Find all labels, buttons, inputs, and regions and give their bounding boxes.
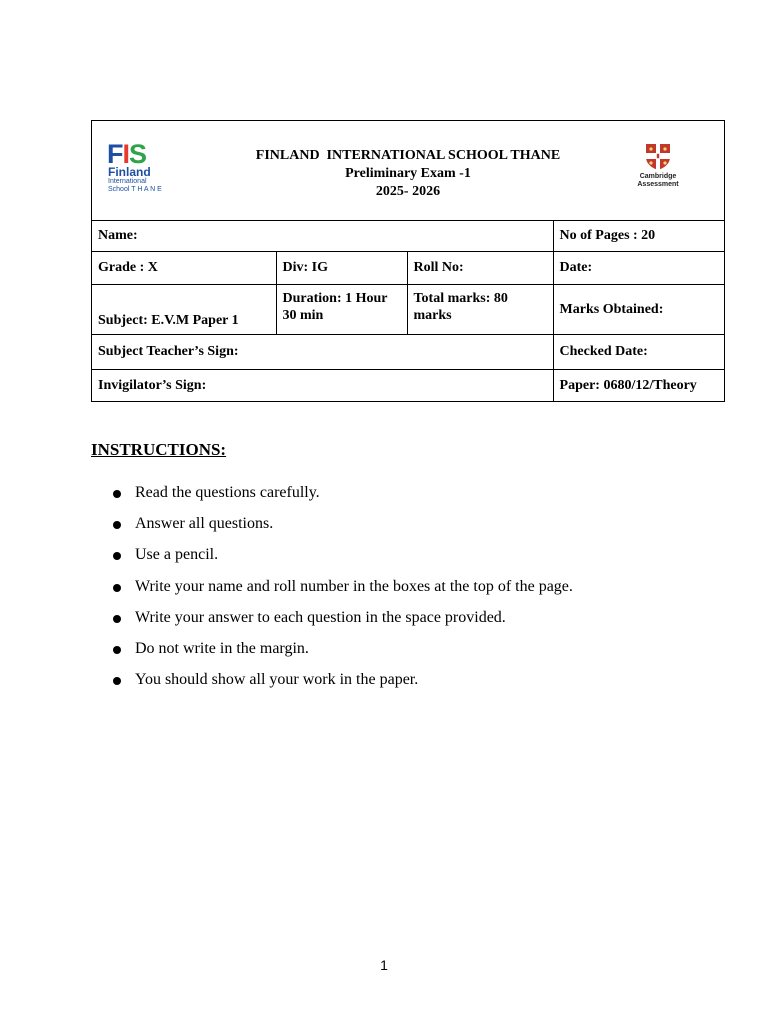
cambridge-shield-icon	[645, 143, 671, 171]
duration-label: Duration: 1 Hour 30 min	[282, 290, 388, 323]
table-row	[92, 284, 724, 334]
roll-label: Roll No:	[413, 260, 464, 275]
pages-cell	[553, 220, 724, 251]
school-name: FINLAND INTERNATIONAL SCHOOL THANE	[255, 148, 561, 163]
grade-cell	[92, 251, 276, 284]
checked-date-label: Checked Date:	[559, 344, 648, 359]
grade-label: Grade : X	[98, 260, 158, 275]
bullet-icon	[113, 490, 121, 498]
list-item: Write your answer to each question in the space provided.	[110, 605, 573, 636]
div-label: Div: IG	[282, 260, 328, 275]
marks-obtained-field[interactable]	[553, 284, 724, 334]
teacher-sign-label: Subject Teacher’s Sign:	[98, 344, 239, 359]
paper-label: Paper: 0680/12/Theory	[559, 378, 697, 394]
checked-date-field[interactable]	[553, 334, 724, 369]
total-marks-cell	[407, 284, 553, 334]
bullet-icon	[113, 584, 121, 592]
list-item: Answer all questions.	[110, 511, 573, 542]
table-row	[92, 251, 724, 284]
exam-title: Preliminary Exam -1	[345, 166, 471, 181]
paper-cell	[553, 369, 724, 402]
exam-year: 2025- 2026	[375, 184, 441, 199]
fis-logo	[107, 141, 177, 201]
pages-label: No of Pages : 20	[559, 227, 656, 243]
div-cell	[276, 251, 407, 284]
invigilator-label: Invigilator’s Sign:	[98, 378, 207, 394]
date-label: Date:	[559, 260, 593, 275]
table-row	[92, 334, 724, 369]
bullet-icon	[113, 677, 121, 685]
header-title-block	[232, 147, 584, 201]
bullet-icon	[113, 615, 121, 623]
fis-logo-word: Finland	[108, 165, 151, 179]
subject-cell	[92, 284, 276, 334]
table-row	[92, 369, 724, 402]
teacher-sign-field[interactable]	[92, 334, 553, 369]
instructions-list	[110, 480, 573, 698]
total-marks-label: Total marks: 80 marks	[413, 290, 508, 323]
name-field[interactable]	[92, 220, 553, 251]
list-item: Write your name and roll number in the boxes at the top of the page.	[110, 574, 573, 605]
table-row	[92, 220, 724, 251]
subject-label: Subject: E.V.M Paper 1	[98, 312, 239, 328]
invigilator-sign-field[interactable]	[92, 369, 553, 402]
instructions-heading: INSTRUCTIONS:	[91, 440, 227, 459]
bullet-icon	[113, 521, 121, 529]
header-row	[92, 121, 724, 221]
bullet-icon	[113, 646, 121, 654]
roll-number-field[interactable]	[407, 251, 553, 284]
list-item: Use a pencil.	[110, 542, 573, 573]
duration-cell	[276, 284, 407, 334]
cambridge-logo	[632, 143, 684, 193]
page-number: 1	[380, 957, 388, 973]
fis-logo-letters: FIS	[107, 139, 147, 169]
student-info-table	[92, 220, 724, 402]
list-item: Do not write in the margin.	[110, 636, 573, 667]
cambridge-logo-text: Cambridge Assessment	[637, 173, 679, 188]
marks-obtained-label: Marks Obtained:	[559, 301, 664, 317]
list-item: Read the questions carefully.	[110, 480, 573, 511]
exam-header-box	[91, 120, 725, 402]
list-item: You should show all your work in the paper.	[110, 667, 573, 698]
fis-logo-subtext: International School T H A N E	[108, 178, 162, 193]
bullet-icon	[113, 552, 121, 560]
name-label: Name:	[98, 227, 138, 243]
date-field[interactable]	[553, 251, 724, 284]
